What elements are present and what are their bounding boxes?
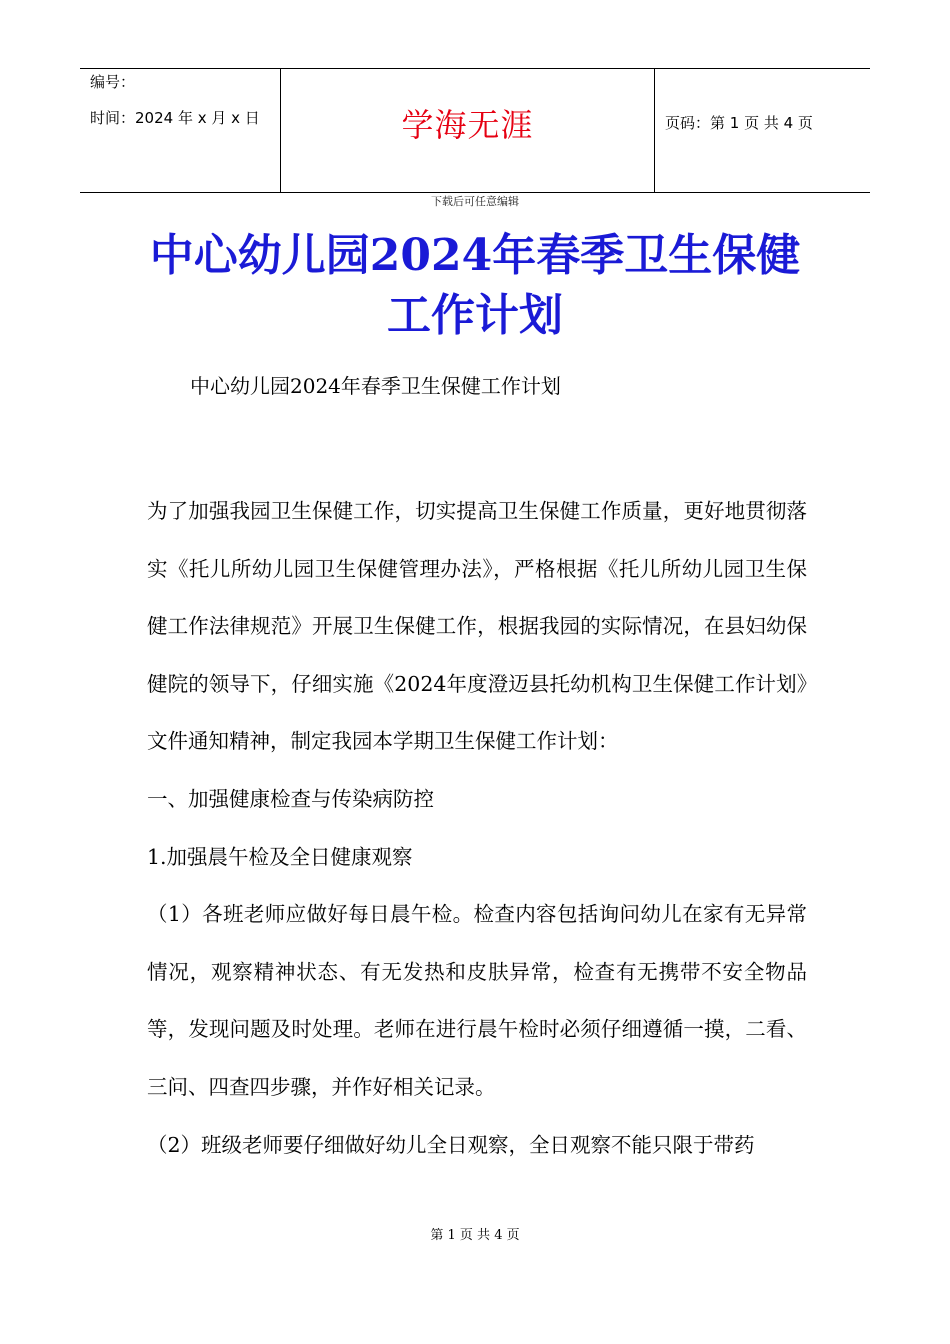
document-title: 中心幼儿园2024年春季卫生保健工作计划 (149, 230, 801, 341)
header-brand-cell (281, 69, 655, 192)
section-heading: 一、加强健康检查与传染病防控 (147, 786, 434, 811)
document-date-label: 时间：2024 年 x 月 x 日 (90, 109, 260, 127)
paragraph-item-1: （1）各班老师应做好每日晨午检。检查内容包括询问幼儿在家有无异常情况，观察精神状态、有无发热和皮肤异常，检查有无携带不安全物品等，发现问题及时处理。老师在进行晨午检时必须仔细遵循一摸，二看、三问、四查四步骤，并作好相关记录。 (147, 902, 807, 1099)
document-subtitle: 中心幼儿园2024年春季卫生保健工作计划 (190, 374, 561, 398)
document-body (147, 483, 807, 1174)
page-footer: 第 1 页 共 4 页 (430, 1228, 520, 1243)
paragraph-item-2: （2）班级老师要仔细做好幼儿全日观察，全日观察不能只限于带药 (147, 1132, 755, 1157)
brand-logo-text: 学海无涯 (401, 106, 534, 144)
page-number-label: 页码：第 1 页 共 4 页 (665, 114, 813, 132)
document-header (80, 68, 870, 193)
download-notice: 下载后可任意编辑 (431, 195, 519, 208)
document-number-label: 编号： (90, 73, 136, 91)
subsection-heading: 1.加强晨午检及全日健康观察 (147, 844, 413, 869)
header-left-cell (80, 69, 281, 192)
paragraph-intro: 为了加强我园卫生保健工作，切实提高卫生保健工作质量，更好地贯彻落实《托儿所幼儿园卫生保健管理办法》，严格根据《托儿所幼儿园卫生保健工作法律规范》开展卫生保健工作，根据我园的实际情况，在县妇幼保健院的领导下，仔细实施《2024年度澄迈县托幼机构卫生保健工作计划》文件通知精神，制定我园本学期卫生保健工作计划： (147, 499, 807, 754)
header-right-cell (655, 69, 870, 192)
